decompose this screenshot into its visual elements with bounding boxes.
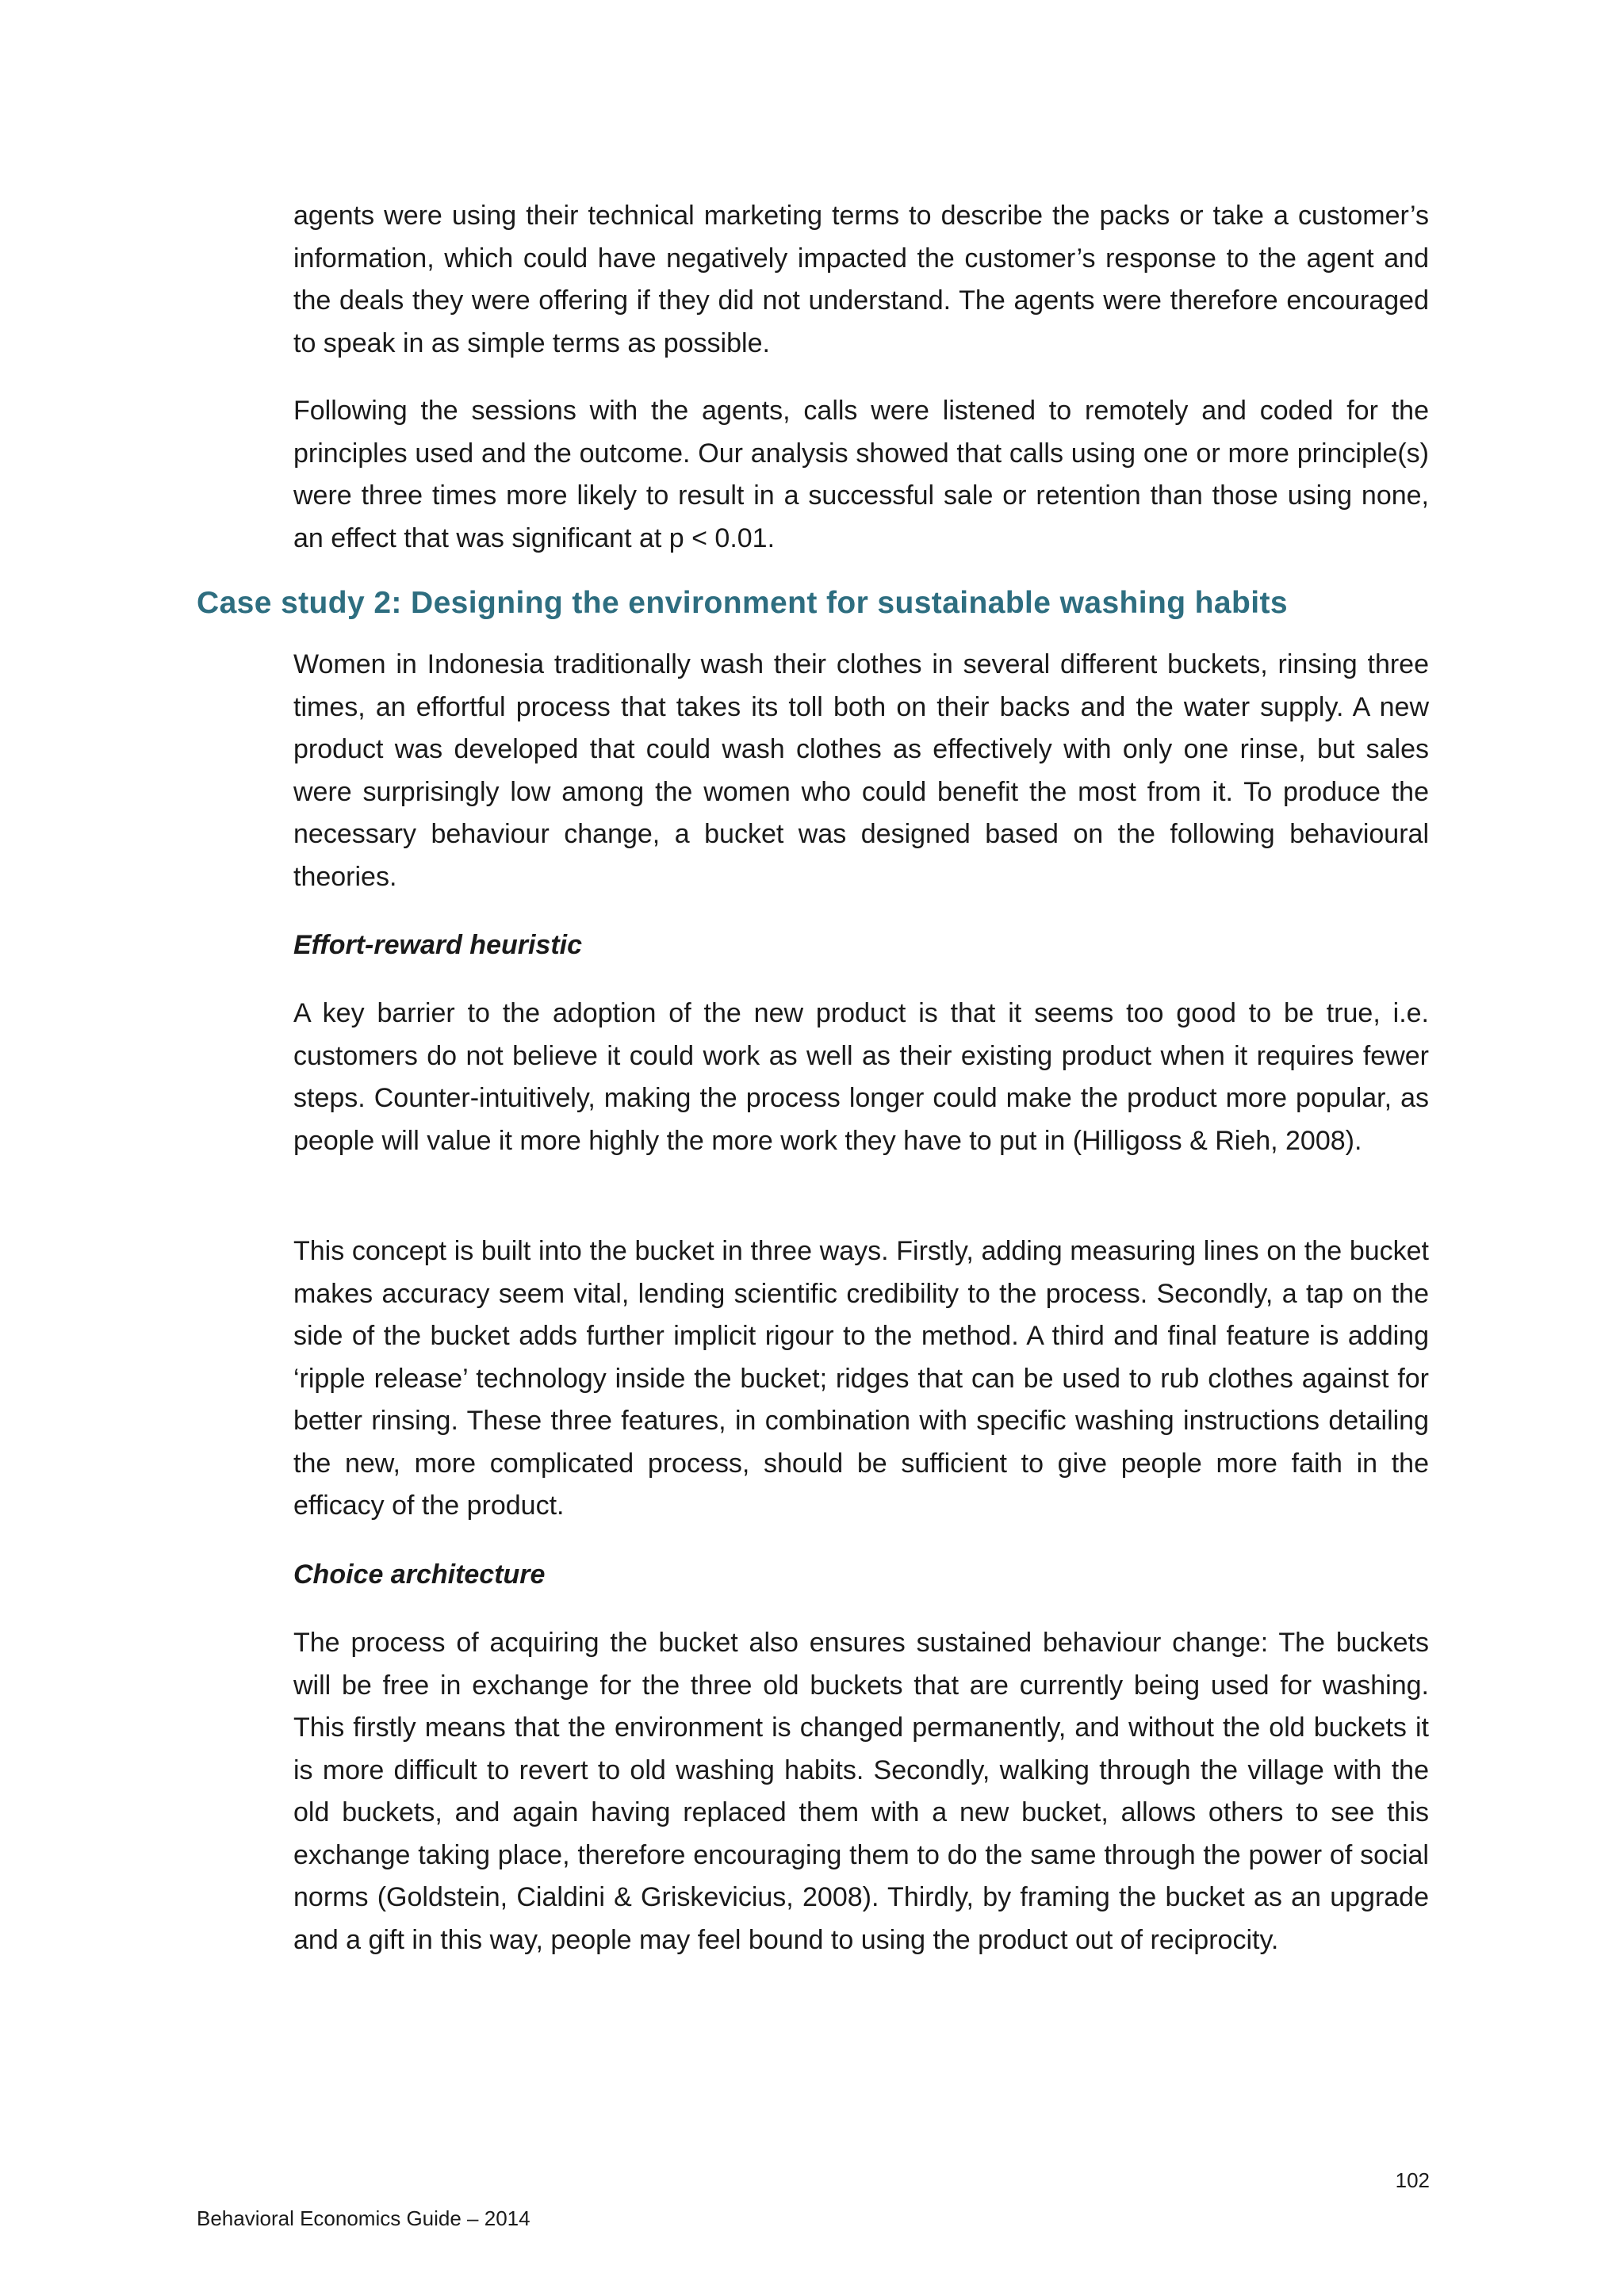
case-study-heading: Case study 2: Designing the environment for sustainable washing habits xyxy=(197,586,1288,620)
footer-guide-title: Behavioral Economics Guide – 2014 xyxy=(197,2206,530,2230)
paragraph-effort-reward: A key barrier to the adoption of the new product is that it seems too good to be true, i.e. customers do not believe it could work as well as their existing product when it requires fewer steps. Counter-intuitively, making the process longer could make the product more popular, as people will value it more highly the more work they have to put in (Hilligoss & Rieh, 2008). xyxy=(293,998,1429,1156)
paragraph-agent-terms: agents were using their technical marketing terms to describe the packs or take a customer’s information, which could have negatively impacted the customer’s response to the agent and the deals they were offering if they did not understand. The agents were therefore encouraged to speak in as simple terms as possible. xyxy=(293,201,1429,358)
subheading-choice-architecture: Choice architecture xyxy=(293,1559,546,1590)
page-number: 102 xyxy=(1395,2168,1430,2192)
paragraph-indonesia-washing: Women in Indonesia traditionally wash their clothes in several different buckets, rinsing three times, an effortful process that takes its toll both on their backs and the water supply. A new product was developed that could wash clothes as effectively with only one rinse, but sales were surprisingly low among the women who could benefit the most from it. To produce the necessary behaviour change, a bucket was designed based on the following behavioural theories. xyxy=(293,649,1429,892)
paragraph-choice-architecture: The process of acquiring the bucket also ensures sustained behaviour change: The buckets will be free in exchange for the three old buckets that are currently being used for washing. This firstly means that the environment is changed permanently, and without the old buckets it is more difficult to revert to old washing habits. Secondly, walking through the village with the old buckets, and again having replaced them with a new bucket, allows others to see this exchange taking place, therefore encouraging them to do the same through the power of social norms (Goldstein, Cialdini & Griskevicius, 2008). Thirdly, by framing the bucket as an upgrade and a gift in this way, people may feel bound to using the product out of reciprocity. xyxy=(293,1628,1429,1955)
paragraph-call-analysis: Following the sessions with the agents, calls were listened to remotely and coded for the principles used and the outcome. Our analysis showed that calls using one or more principle(s) were three times more likely to result in a successful sale or retention than those using none, an effect that was significant at p < 0.01. xyxy=(293,396,1429,553)
paragraph-bucket-features: This concept is built into the bucket in three ways. Firstly, adding measuring lines on the bucket makes accuracy seem vital, lending scientific credibility to the process. Secondly, a tap on the side of the bucket adds further implicit rigour to the method. A third and final feature is adding ‘ripple release’ technology inside the bucket; ridges that can be used to rub clothes against for better rinsing. These three features, in combination with specific washing instructions detailing the new, more complicated process, should be sufficient to give people more faith in the efficacy of the product. xyxy=(293,1236,1429,1521)
subheading-effort-reward: Effort-reward heuristic xyxy=(293,930,583,960)
